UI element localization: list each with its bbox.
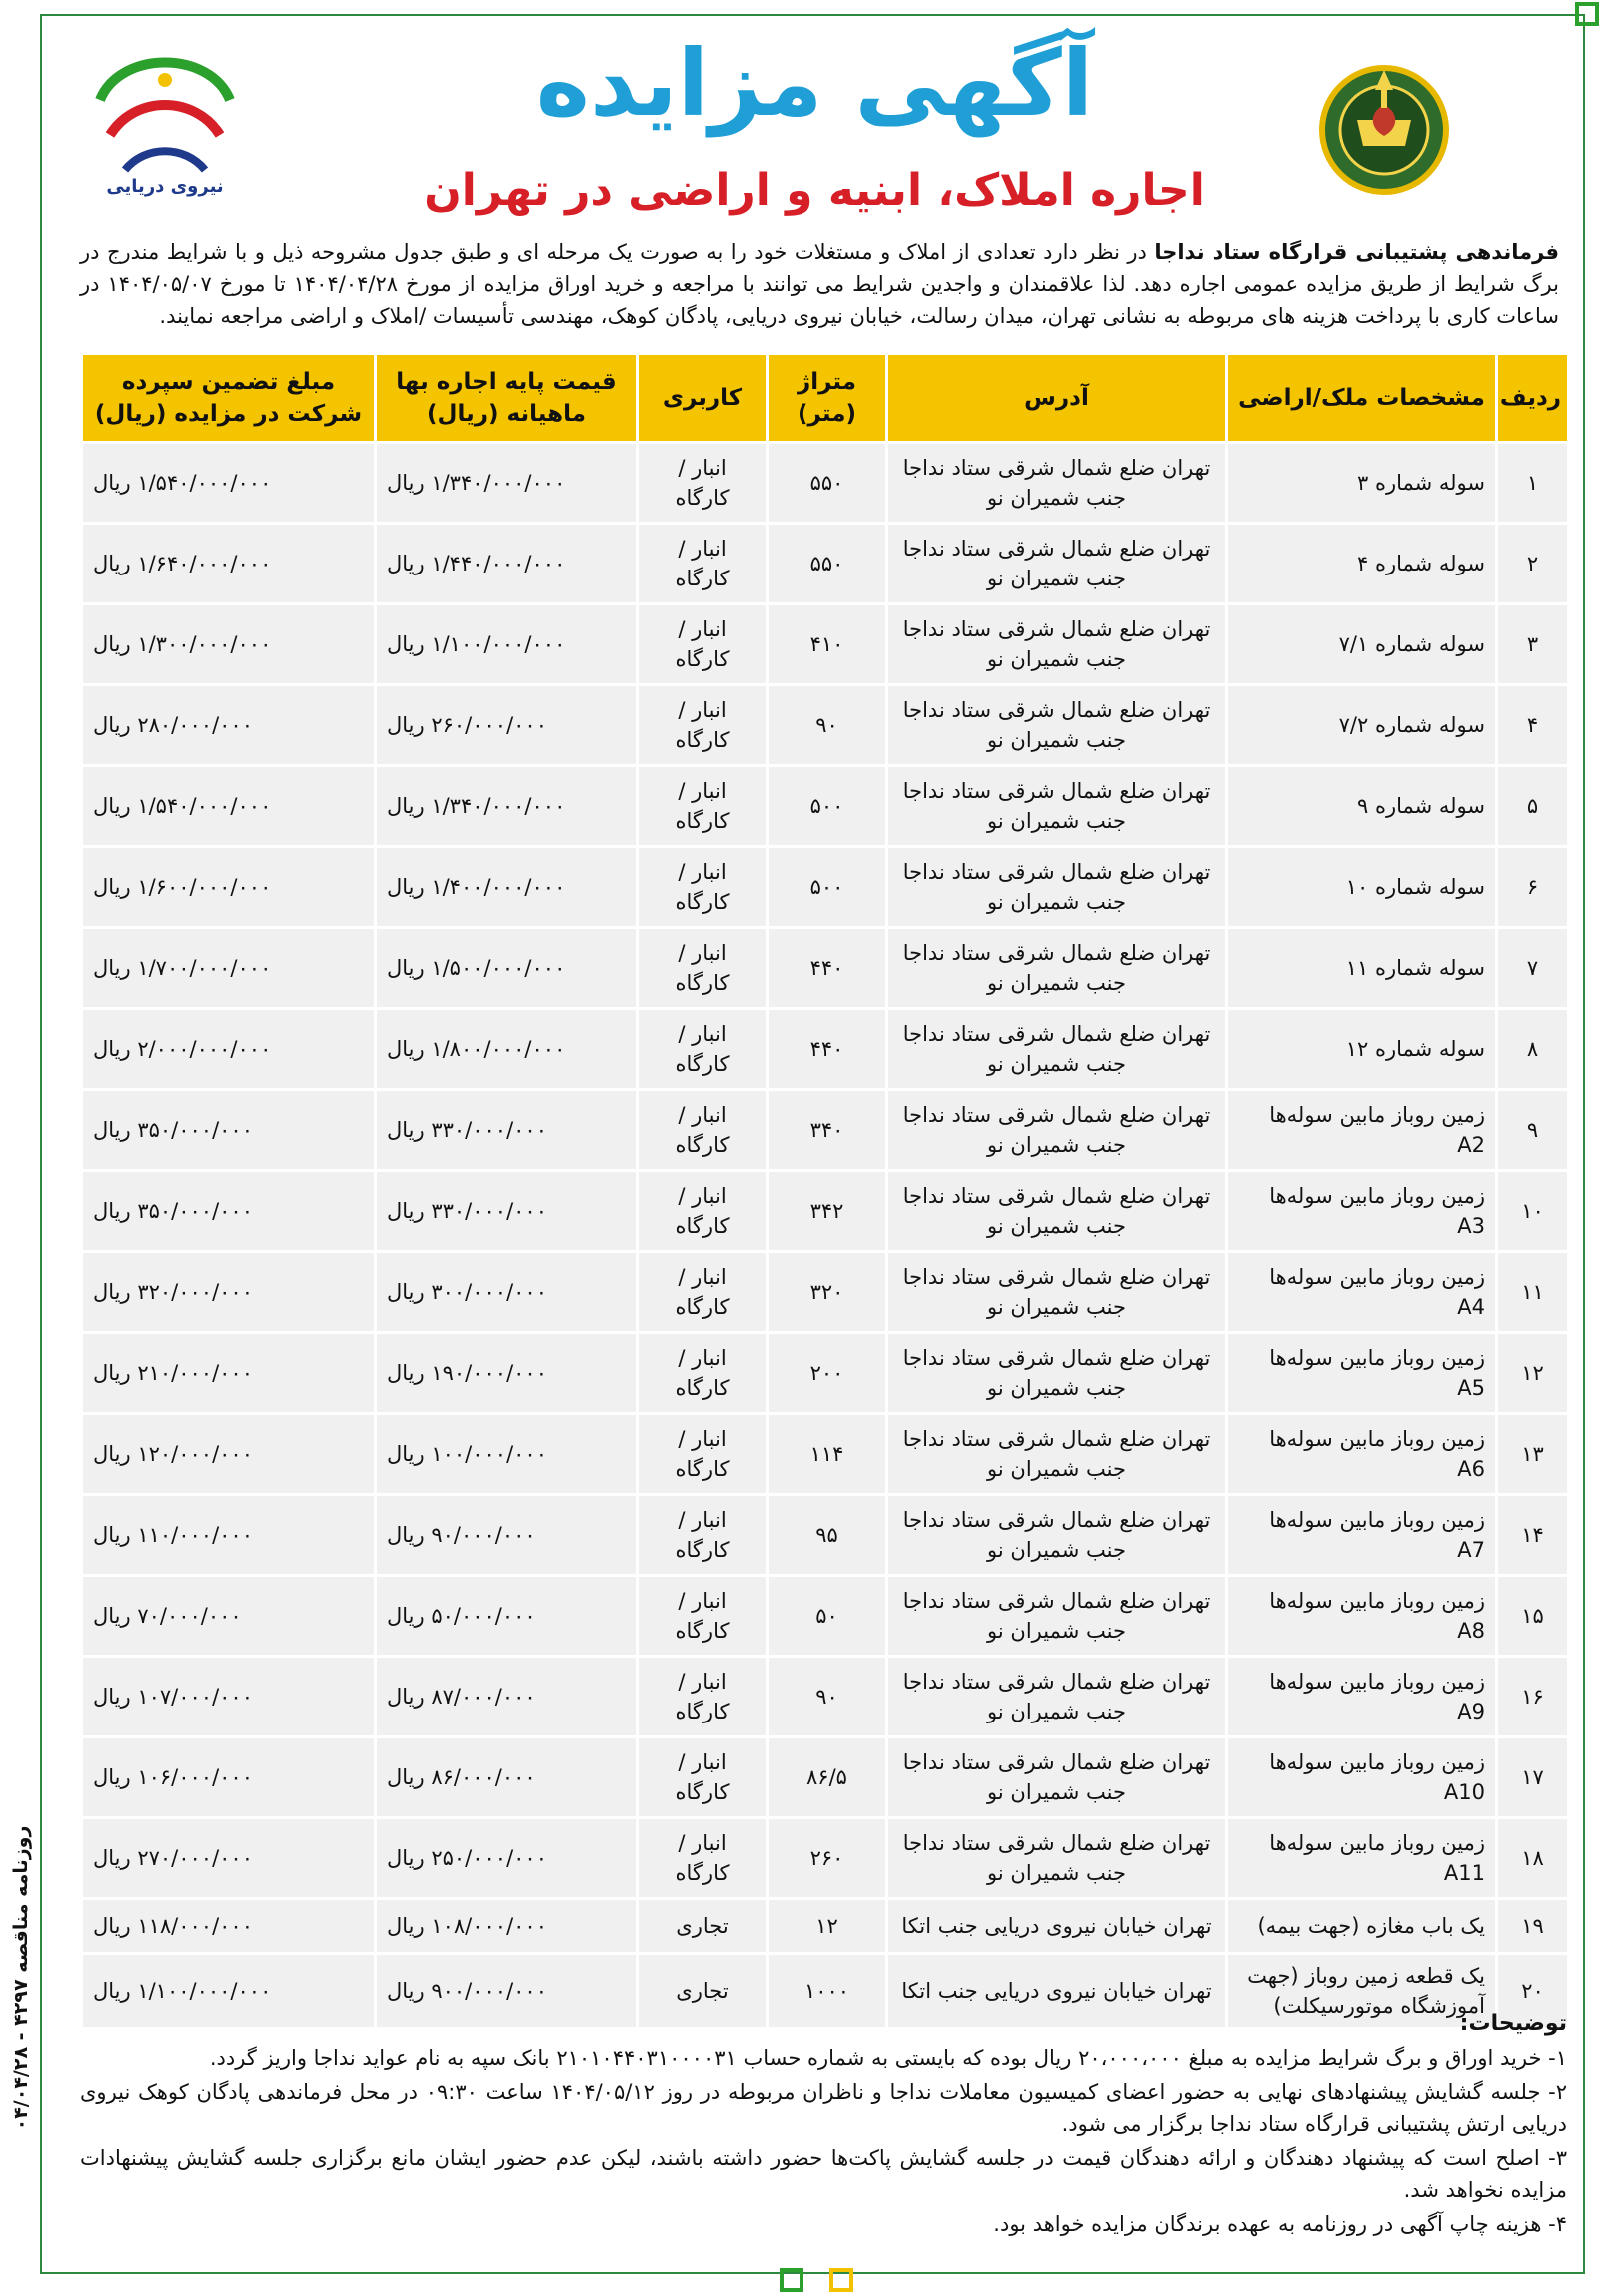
footer-square-yellow-icon [829,2268,853,2292]
cell-spec: سوله شماره ۷/۲ [1227,685,1497,766]
cell-guarantee: ۱۲۰/۰۰۰/۰۰۰ ریال [82,1414,376,1495]
cell-address: تهران ضلع شمال شرقی ستاد نداجا جنب شمیران نو [887,847,1227,928]
cell-guarantee: ۱/۳۰۰/۰۰۰/۰۰۰ ریال [82,604,376,685]
cell-usage: انبار / کارگاه [638,443,768,524]
cell-address: تهران ضلع شمال شرقی ستاد نداجا جنب شمیران نو [887,524,1227,604]
cell-row: ۱۰ [1497,1171,1569,1252]
cell-address: تهران ضلع شمال شرقی ستاد نداجا جنب شمیران نو [887,1737,1227,1818]
cell-usage: انبار / کارگاه [638,1818,768,1899]
cell-base-price: ۲۶۰/۰۰۰/۰۰۰ ریال [376,685,638,766]
cell-area: ۱۰۰۰ [768,1954,887,2029]
intro-lead: فرماندهی پشتیبانی قرارگاه ستاد نداجا [1154,240,1559,264]
cell-usage: انبار / کارگاه [638,1414,768,1495]
note-item: ۴- هزینه چاپ آگهی در روزنامه به عهده برندگان مزایده خواهد بود. [993,2212,1567,2236]
table-row [82,1333,1569,1414]
table-row [82,524,1569,604]
col-spec: مشخصات ملک/اراضی [1227,354,1497,443]
cell-row: ۷ [1497,928,1569,1009]
cell-row: ۱۹ [1497,1899,1569,1954]
cell-row: ۶ [1497,847,1569,928]
cell-guarantee: ۱/۶۰۰/۰۰۰/۰۰۰ ریال [82,847,376,928]
cell-row: ۱ [1497,443,1569,524]
cell-base-price: ۱۰۸/۰۰۰/۰۰۰ ریال [376,1899,638,1954]
cell-row: ۹ [1497,1090,1569,1171]
corner-square-icon [1575,2,1599,26]
cell-area: ۱۱۴ [768,1414,887,1495]
cell-address: تهران ضلع شمال شرقی ستاد نداجا جنب شمیران نو [887,443,1227,524]
cell-area: ۹۰ [768,1657,887,1737]
cell-spec: زمین روباز مابین سوله‌ها A5 [1227,1333,1497,1414]
army-emblem-icon [1309,50,1459,200]
cell-area: ۹۵ [768,1495,887,1576]
cell-address: تهران ضلع شمال شرقی ستاد نداجا جنب شمیران نو [887,1576,1227,1657]
cell-base-price: ۳۳۰/۰۰۰/۰۰۰ ریال [376,1171,638,1252]
cell-spec: سوله شماره ۱۲ [1227,1009,1497,1090]
cell-guarantee: ۳۵۰/۰۰۰/۰۰۰ ریال [82,1090,376,1171]
col-usage: کاربری [638,354,768,443]
cell-address: تهران ضلع شمال شرقی ستاد نداجا جنب شمیران نو [887,1009,1227,1090]
cell-area: ۳۲۰ [768,1252,887,1333]
cell-row: ۲۰ [1497,1954,1569,2029]
cell-area: ۳۴۰ [768,1090,887,1171]
table-row [82,1657,1569,1737]
cell-address: تهران ضلع شمال شرقی ستاد نداجا جنب شمیران نو [887,766,1227,847]
page-subtitle: اجاره املاک، ابنیه و اراضی در تهران [424,165,1205,216]
cell-usage: انبار / کارگاه [638,1737,768,1818]
cell-address: تهران ضلع شمال شرقی ستاد نداجا جنب شمیران نو [887,1171,1227,1252]
footer-square-icon [780,2268,803,2292]
table-row [82,1252,1569,1333]
cell-usage: انبار / کارگاه [638,524,768,604]
notes-heading: توضیحات: [1459,2011,1567,2036]
navy-logo-icon [80,40,250,200]
table-row [82,685,1569,766]
cell-address: تهران ضلع شمال شرقی ستاد نداجا جنب شمیران نو [887,604,1227,685]
cell-row: ۱۴ [1497,1495,1569,1576]
cell-address: تهران ضلع شمال شرقی ستاد نداجا جنب شمیران نو [887,1333,1227,1414]
cell-spec: زمین روباز مابین سوله‌ها A4 [1227,1252,1497,1333]
cell-base-price: ۱/۴۴۰/۰۰۰/۰۰۰ ریال [376,524,638,604]
cell-row: ۳ [1497,604,1569,685]
page-title: آگهی مزایده [535,30,1094,137]
cell-address: تهران ضلع شمال شرقی ستاد نداجا جنب شمیران نو [887,1414,1227,1495]
cell-usage: انبار / کارگاه [638,1576,768,1657]
cell-address: تهران خیابان نیروی دریایی جنب اتکا [887,1954,1227,2029]
cell-base-price: ۱۹۰/۰۰۰/۰۰۰ ریال [376,1333,638,1414]
cell-spec: یک قطعه زمین روباز (جهت آموزشگاه موتورسیکلت) [1227,1954,1497,2029]
cell-spec: سوله شماره ۱۱ [1227,928,1497,1009]
cell-area: ۱۲ [768,1899,887,1954]
cell-address: تهران خیابان نیروی دریایی جنب اتکا [887,1899,1227,1954]
cell-base-price: ۱/۴۰۰/۰۰۰/۰۰۰ ریال [376,847,638,928]
cell-base-price: ۱/۳۴۰/۰۰۰/۰۰۰ ریال [376,443,638,524]
cell-guarantee: ۱/۵۴۰/۰۰۰/۰۰۰ ریال [82,766,376,847]
cell-spec: زمین روباز مابین سوله‌ها A7 [1227,1495,1497,1576]
cell-guarantee: ۲۸۰/۰۰۰/۰۰۰ ریال [82,685,376,766]
table-row [82,766,1569,847]
cell-address: تهران ضلع شمال شرقی ستاد نداجا جنب شمیران نو [887,1252,1227,1333]
cell-base-price: ۳۳۰/۰۰۰/۰۰۰ ریال [376,1090,638,1171]
cell-row: ۱۳ [1497,1414,1569,1495]
cell-usage: انبار / کارگاه [638,766,768,847]
cell-spec: سوله شماره ۴ [1227,524,1497,604]
cell-base-price: ۳۰۰/۰۰۰/۰۰۰ ریال [376,1252,638,1333]
cell-base-price: ۱/۳۴۰/۰۰۰/۰۰۰ ریال [376,766,638,847]
cell-row: ۱۲ [1497,1333,1569,1414]
cell-guarantee: ۱۱۸/۰۰۰/۰۰۰ ریال [82,1899,376,1954]
cell-spec: زمین روباز مابین سوله‌ها A6 [1227,1414,1497,1495]
cell-usage: انبار / کارگاه [638,1171,768,1252]
cell-spec: زمین روباز مابین سوله‌ها A3 [1227,1171,1497,1252]
cell-base-price: ۹۰۰/۰۰۰/۰۰۰ ریال [376,1954,638,2029]
cell-address: تهران ضلع شمال شرقی ستاد نداجا جنب شمیران نو [887,1818,1227,1899]
cell-guarantee: ۳۲۰/۰۰۰/۰۰۰ ریال [82,1252,376,1333]
cell-usage: انبار / کارگاه [638,1333,768,1414]
col-base-price: قیمت پایه اجاره بها ماهیانه (ریال) [376,354,638,443]
cell-guarantee: ۱۰۷/۰۰۰/۰۰۰ ریال [82,1657,376,1737]
cell-usage: انبار / کارگاه [638,1495,768,1576]
cell-row: ۱۷ [1497,1737,1569,1818]
cell-spec: سوله شماره ۷/۱ [1227,604,1497,685]
cell-area: ۹۰ [768,685,887,766]
cell-area: ۲۶۰ [768,1818,887,1899]
cell-base-price: ۸۷/۰۰۰/۰۰۰ ریال [376,1657,638,1737]
table-row [82,1171,1569,1252]
cell-spec: سوله شماره ۳ [1227,443,1497,524]
cell-usage: انبار / کارگاه [638,604,768,685]
cell-area: ۴۱۰ [768,604,887,685]
intro-text: در نظر دارد تعدادی از املاک و مستغلات خود را به صورت یک مرحله ای و طبق جدول مشروحه ذیل و با شرایط مندرج در برگ شرایط از طریق مزایده عمومی اجاره دهد. لذا علاقمندان و واجدین شرایط می توانند با مراجعه و خرید اوراق مزایده از مورخ ۱۴۰۴/۰۴/۲۸ تا مورخ ۱۴۰۴/۰۵/۰۷ در ساعات کاری با پرداخت هزینه های مربوطه به نشانی تهران، میدان رسالت، خیابان نیروی دریایی، پادگان کوهک، مهندسی تأسیسات /املاک و اراضی مراجعه نمایند. [80,240,1559,328]
cell-area: ۵۵۰ [768,443,887,524]
table-row [82,1414,1569,1495]
table-row [82,443,1569,524]
side-caption [6,1778,36,2178]
cell-area: ۴۴۰ [768,928,887,1009]
table-row [82,1009,1569,1090]
col-row: ردیف [1497,354,1569,443]
notes-section [80,2008,1567,2242]
col-guarantee: مبلغ تضمین سپرده شرکت در مزایده (ریال) [82,354,376,443]
table-row [82,1576,1569,1657]
cell-row: ۱۵ [1497,1576,1569,1657]
cell-guarantee: ۱۱۰/۰۰۰/۰۰۰ ریال [82,1495,376,1576]
cell-row: ۱۸ [1497,1818,1569,1899]
cell-base-price: ۱/۵۰۰/۰۰۰/۰۰۰ ریال [376,928,638,1009]
cell-address: تهران ضلع شمال شرقی ستاد نداجا جنب شمیران نو [887,1495,1227,1576]
cell-row: ۲ [1497,524,1569,604]
cell-address: تهران ضلع شمال شرقی ستاد نداجا جنب شمیران نو [887,928,1227,1009]
cell-area: ۸۶/۵ [768,1737,887,1818]
cell-area: ۵۰۰ [768,766,887,847]
cell-guarantee: ۱/۵۴۰/۰۰۰/۰۰۰ ریال [82,443,376,524]
cell-area: ۲۰۰ [768,1333,887,1414]
cell-address: تهران ضلع شمال شرقی ستاد نداجا جنب شمیران نو [887,1090,1227,1171]
cell-guarantee: ۱۰۶/۰۰۰/۰۰۰ ریال [82,1737,376,1818]
cell-base-price: ۸۶/۰۰۰/۰۰۰ ریال [376,1737,638,1818]
cell-spec: زمین روباز مابین سوله‌ها A9 [1227,1657,1497,1737]
cell-area: ۵۰۰ [768,847,887,928]
cell-area: ۵۰ [768,1576,887,1657]
col-area: متراژ (متر) [768,354,887,443]
note-item: ۲- جلسه گشایش پیشنهادهای نهایی به حضور اعضای کمیسیون معاملات نداجا و ناظران مربوطه در روز ۱۴۰۴/۰۵/۱۲ ساعت ۰۹:۳۰ در محل فرماندهی پادگان کوهک نیروی دریایی ارتش پشتیبانی قرارگاه ستاد نداجا برگزار می شود. [80,2080,1568,2136]
table-header-row [82,354,1569,443]
intro-paragraph [80,236,1559,332]
table-row [82,847,1569,928]
header [60,30,1569,230]
cell-guarantee: ۳۵۰/۰۰۰/۰۰۰ ریال [82,1171,376,1252]
cell-spec: سوله شماره ۹ [1227,766,1497,847]
cell-guarantee: ۱/۱۰۰/۰۰۰/۰۰۰ ریال [82,1954,376,2029]
note-item: ۱- خرید اوراق و برگ شرایط مزایده به مبلغ ۲۰،۰۰۰،۰۰۰ ریال بوده که بایستی به شماره حساب ۲۱۰۱۰۴۴۰۳۱۰۰۰۰۳۱ بانک سپه به نام عواید نداجا واریز گردد. [209,2046,1567,2070]
cell-usage: انبار / کارگاه [638,685,768,766]
table-row [82,1737,1569,1818]
cell-usage: انبار / کارگاه [638,1009,768,1090]
cell-guarantee: ۲/۰۰۰/۰۰۰/۰۰۰ ریال [82,1009,376,1090]
newspaper-caption: روزنامه مناقصه ۴۲۹۷ - ۰۴/۰۴/۲۸ [10,1825,32,2131]
cell-usage: تجاری [638,1899,768,1954]
cell-usage: انبار / کارگاه [638,847,768,928]
cell-usage: انبار / کارگاه [638,928,768,1009]
cell-area: ۴۴۰ [768,1009,887,1090]
table-row [82,1495,1569,1576]
cell-spec: زمین روباز مابین سوله‌ها A8 [1227,1576,1497,1657]
table-row [82,1899,1569,1954]
table-row [82,604,1569,685]
cell-usage: انبار / کارگاه [638,1252,768,1333]
cell-spec: یک باب مغازه (جهت بیمه) [1227,1899,1497,1954]
cell-guarantee: ۷۰/۰۰۰/۰۰۰ ریال [82,1576,376,1657]
cell-base-price: ۱۰۰/۰۰۰/۰۰۰ ریال [376,1414,638,1495]
cell-area: ۵۵۰ [768,524,887,604]
cell-usage: انبار / کارگاه [638,1657,768,1737]
cell-usage: تجاری [638,1954,768,2029]
cell-guarantee: ۲۱۰/۰۰۰/۰۰۰ ریال [82,1333,376,1414]
table-row [82,928,1569,1009]
cell-address: تهران ضلع شمال شرقی ستاد نداجا جنب شمیران نو [887,1657,1227,1737]
cell-guarantee: ۲۷۰/۰۰۰/۰۰۰ ریال [82,1818,376,1899]
cell-spec: زمین روباز مابین سوله‌ها A2 [1227,1090,1497,1171]
cell-address: تهران ضلع شمال شرقی ستاد نداجا جنب شمیران نو [887,685,1227,766]
cell-row: ۸ [1497,1009,1569,1090]
cell-spec: زمین روباز مابین سوله‌ها A11 [1227,1818,1497,1899]
cell-area: ۳۴۲ [768,1171,887,1252]
table-body [82,443,1569,2029]
cell-row: ۵ [1497,766,1569,847]
cell-row: ۱۶ [1497,1657,1569,1737]
col-address: آدرس [887,354,1227,443]
cell-row: ۱۱ [1497,1252,1569,1333]
cell-spec: سوله شماره ۱۰ [1227,847,1497,928]
cell-base-price: ۹۰/۰۰۰/۰۰۰ ریال [376,1495,638,1576]
navy-logo-text: نیروی دریایی [106,176,224,197]
note-item: ۳- اصلح است که پیشنهاد دهندگان و ارائه دهندگان قیمت در جلسه گشایش پاکت‌ها حضور داشته باشند، لیکن عدم حضور ایشان مانع برگزاری جلسه گشایش پیشنهادات مزایده نخواهد شد. [80,2146,1567,2202]
lots-table [80,352,1570,2030]
cell-base-price: ۵۰/۰۰۰/۰۰۰ ریال [376,1576,638,1657]
cell-base-price: ۱/۱۰۰/۰۰۰/۰۰۰ ریال [376,604,638,685]
cell-spec: زمین روباز مابین سوله‌ها A10 [1227,1737,1497,1818]
table-row [82,1090,1569,1171]
table-row [82,1818,1569,1899]
cell-base-price: ۱/۸۰۰/۰۰۰/۰۰۰ ریال [376,1009,638,1090]
cell-usage: انبار / کارگاه [638,1090,768,1171]
cell-base-price: ۲۵۰/۰۰۰/۰۰۰ ریال [376,1818,638,1899]
cell-row: ۴ [1497,685,1569,766]
cell-guarantee: ۱/۶۴۰/۰۰۰/۰۰۰ ریال [82,524,376,604]
cell-guarantee: ۱/۷۰۰/۰۰۰/۰۰۰ ریال [82,928,376,1009]
